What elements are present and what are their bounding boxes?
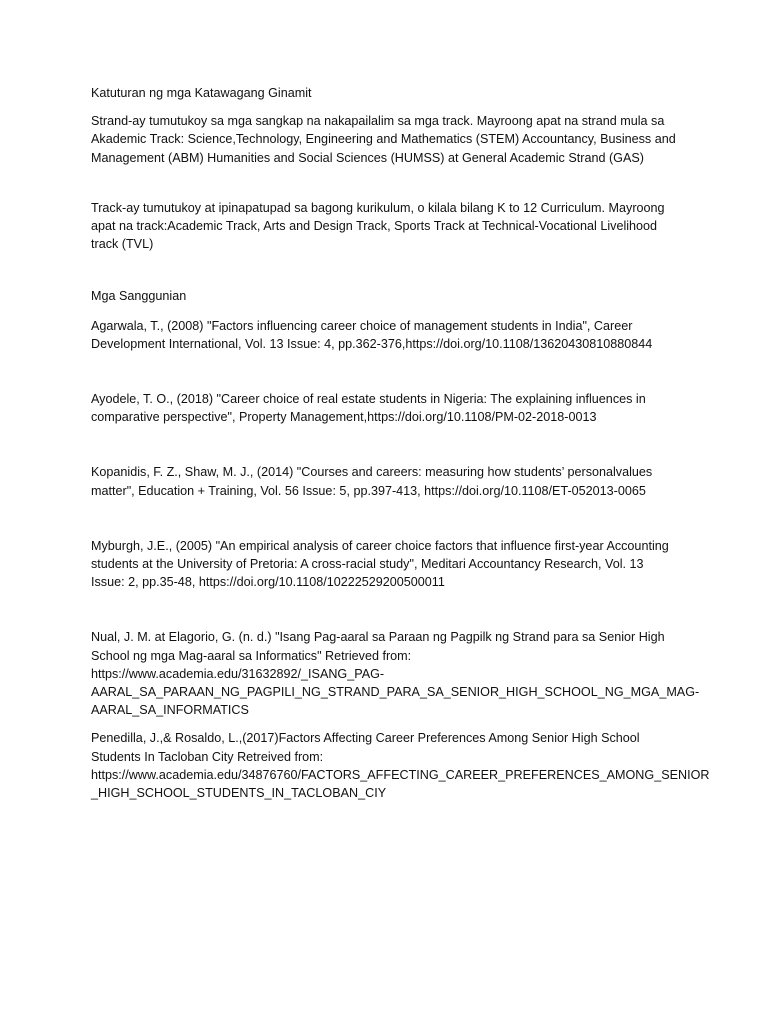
track-line: track (TVL) — [91, 237, 154, 252]
reference-line: comparative perspective", Property Management,https://doi.org/10.1108/PM-02-2018-0013 — [91, 410, 597, 425]
reference-url-line: AARAL_SA_PARAAN_NG_PAGPILI_NG_STRAND_PARA_SA_SENIOR_HIGH_SCHOOL_NG_MGA_MAG- — [91, 685, 700, 700]
reference-item — [91, 729, 710, 802]
reference-item — [91, 537, 681, 592]
reference-item — [91, 390, 681, 426]
definitions-heading: Katuturan ng mga Katawagang Ginamit — [91, 86, 312, 100]
document-page — [91, 84, 710, 802]
strand-definition — [91, 112, 681, 167]
reference-url-line: https://www.academia.edu/34876760/FACTORS_AFFECTING_CAREER_PREFERENCES_AMONG_SENIOR — [91, 767, 710, 782]
references-heading: Mga Sanggunian — [91, 289, 187, 304]
reference-line: Kopanidis, F. Z., Shaw, M. J., (2014) "Courses and careers: measuring how students’ personalvalues — [91, 465, 653, 480]
strand-line: Akademic Track: Science,Technology, Engineering and Mathematics (STEM) Accountancy, Business and — [91, 132, 676, 147]
reference-item — [91, 628, 700, 719]
strand-line: Strand-ay tumutukoy sa mga sangkap na nakapailalim sa mga track. Mayroong apat na strand mula sa — [91, 114, 665, 129]
track-line: apat na track:Academic Track, Arts and Design Track, Sports Track at Technical-Vocational Livelihood — [91, 219, 658, 234]
reference-item — [91, 463, 681, 499]
reference-line: matter", Education + Training, Vol. 56 Issue: 5, pp.397-413, https://doi.org/10.1108/ET-052013-0065 — [91, 483, 646, 498]
reference-line: Students In Tacloban City Retreived from: — [91, 749, 324, 764]
strand-line: Management (ABM) Humanities and Social Sciences (HUMSS) at General Academic Strand (GAS) — [91, 150, 644, 165]
reference-line: Myburgh, J.E., (2005) "An empirical analysis of career choice factors that influence first-year Accounting — [91, 538, 669, 553]
reference-line: School ng mga Mag-aaral sa Informatics" Retrieved from: — [91, 648, 412, 663]
reference-line: Penedilla, J.,& Rosaldo, L.,(2017)Factors Affecting Career Preferences Among Senior High School — [91, 731, 640, 746]
reference-line: Ayodele, T. O., (2018) "Career choice of real estate students in Nigeria: The explaining influences in — [91, 392, 646, 407]
track-definition — [91, 199, 681, 254]
reference-url-line: AARAL_SA_INFORMATICS — [91, 703, 249, 718]
track-line: Track-ay tumutukoy at ipinapatupad sa bagong kurikulum, o kilala bilang K to 12 Curriculum. Mayroong — [91, 200, 665, 215]
reference-line: students at the University of Pretoria: A cross-racial study", Meditari Accountancy Research, Vol. 13 — [91, 557, 644, 572]
reference-url-line: _HIGH_SCHOOL_STUDENTS_IN_TACLOBAN_CIY — [91, 786, 387, 801]
reference-line: Development International, Vol. 13 Issue: 4, pp.362-376,https://doi.org/10.1108/13620430810880844 — [91, 336, 653, 351]
reference-url-line: https://www.academia.edu/31632892/_ISANG_PAG- — [91, 666, 385, 681]
reference-line: Issue: 2, pp.35-48, https://doi.org/10.1108/10222529200500011 — [91, 575, 445, 590]
reference-line: Nual, J. M. at Elagorio, G. (n. d.) "Isang Pag-aaral sa Paraan ng Pagpilk ng Strand para sa Senior High — [91, 630, 665, 645]
reference-item — [91, 317, 681, 353]
reference-line: Agarwala, T., (2008) "Factors influencing career choice of management students in India", Career — [91, 318, 633, 333]
